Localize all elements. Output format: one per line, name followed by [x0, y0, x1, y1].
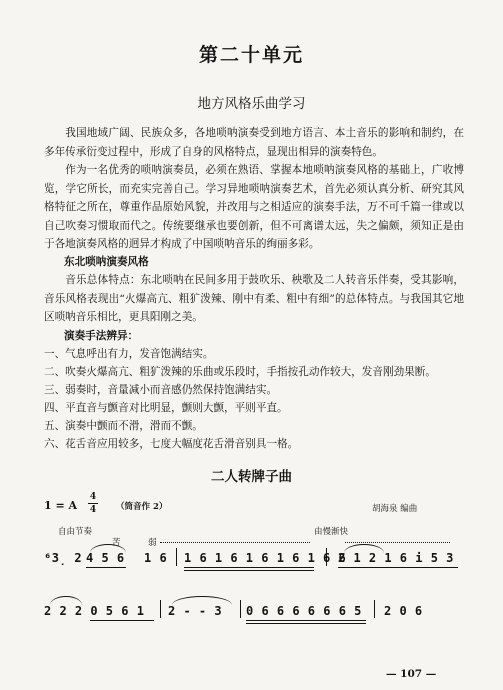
beam	[246, 620, 366, 621]
intro-paragraph-1: 我国地域广阔、民族众多，各地唢呐演奏受到地方语言、本土音乐的影响和制约，在多年传承衍变过程中，形成了自身的风格特点，显现出相异的演奏特色。	[44, 127, 464, 158]
score-line-1-lead: ⁶3̣ 2	[44, 551, 83, 565]
barline	[176, 548, 177, 566]
composer-credit: 胡海泉 编曲	[372, 504, 418, 514]
beam	[86, 567, 126, 568]
score-line-1-segment-d: 2 1 2 1 6 i 5 3	[338, 551, 454, 565]
score-line-1-segment-a: 4 5 6	[86, 551, 125, 565]
northeast-style-paragraph: 音乐总体特点：东北唢呐在民间多用于鼓吹乐、秧歌及二人转音乐伴奏，受其影响，音乐风格表现出“火爆高亢、粗犷泼辣、刚中有柔、粗中有细”的总体特点。与我国其它地区唢呐音乐相比，更具阳刚之美。	[44, 274, 464, 323]
technique-item-1: 一、气息呼出有力，发音饱满结实。	[44, 348, 214, 360]
score-line-2-segment-b: 2 - - 3	[168, 604, 223, 618]
slur	[344, 544, 384, 553]
beam	[90, 620, 154, 621]
score-line-1-segment-c: 1 6 1 6 1 6 1 6 1 6 6	[184, 551, 347, 565]
score-line-2-segment-d: 2 0 6	[384, 604, 423, 618]
expression-mark-ruo: 弱	[148, 538, 157, 548]
dotted-line-2	[345, 542, 450, 543]
technique-item-3: 三、弱奏时，音量减小而音感仍然保持饱满结实。	[44, 384, 278, 396]
technique-item-4: 四、平直音与颤音对比明显，颤则大颤，平则平直。	[44, 402, 288, 414]
dotted-line-1	[160, 542, 310, 543]
time-signature	[88, 492, 98, 515]
key-signature: 1 = A	[44, 499, 78, 512]
expression-mark-ku: 苦	[112, 538, 121, 548]
northeast-style-heading: 东北唢呐演奏风格	[64, 256, 149, 268]
unit-title: 第二十单元	[198, 44, 304, 66]
slur	[50, 596, 82, 605]
technique-item-6: 六、花舌音应用较多，七度大幅度花舌滑音别具一格。	[44, 438, 299, 450]
technique-item-2: 二、吹奏火爆高亢、粗犷泼辣的乐曲或乐段时，手指按孔动作较大，发音刚劲果断。	[44, 366, 436, 378]
technique-item-5: 五、演奏中颤而不滑，滑而不颤。	[44, 420, 203, 432]
page-number: — 107 —	[386, 668, 437, 680]
score-line-2-segment-a: 2 2 2 0 5 6 1	[44, 604, 145, 618]
beam	[246, 623, 366, 624]
barline	[160, 600, 161, 618]
time-signature-bar	[88, 503, 98, 504]
score-line-2-segment-c: 0 6 6 6 6 6 6 5	[246, 604, 362, 618]
beam	[184, 567, 314, 568]
tempo-marking-accelerando: 由慢渐快	[314, 527, 349, 537]
tempo-marking-free: 自由节奏	[58, 527, 93, 537]
time-signature-top: 4	[89, 492, 97, 502]
beam	[338, 567, 458, 568]
tube-note-annotation: （筒音作 2）	[116, 502, 168, 512]
barline	[240, 600, 241, 618]
time-signature-bottom: 4	[89, 505, 97, 515]
techniques-heading: 演奏手法辨异：	[64, 330, 139, 342]
barline	[326, 548, 327, 566]
intro-paragraph-2: 作为一名优秀的唢呐演奏员，必须在熟语、掌握本地唢呐演奏风格的基础上，广收博览，学它所长，而充实完善自己。学习异地唢呐演奏艺术，首先必须认真分析、研究其风格特征之所在，尊重作品原始风貌，并改用与之相适应的演奏手法，万不可千篇一律或以自己吹奏习惯取而代之。传统要继承也要创新，但不可离谱太远，失之偏颇，须知正是由于各地演奏风格的迥异才构成了中国唢呐音乐的绚丽多彩。	[44, 164, 464, 250]
slur	[172, 596, 232, 605]
score-line-1-segment-b: 1 6	[144, 551, 168, 565]
beam	[184, 570, 314, 571]
section-subtitle: 地方风格乐曲学习	[197, 96, 306, 112]
song-title: 二人转牌子曲	[211, 469, 292, 485]
barline	[374, 600, 375, 618]
